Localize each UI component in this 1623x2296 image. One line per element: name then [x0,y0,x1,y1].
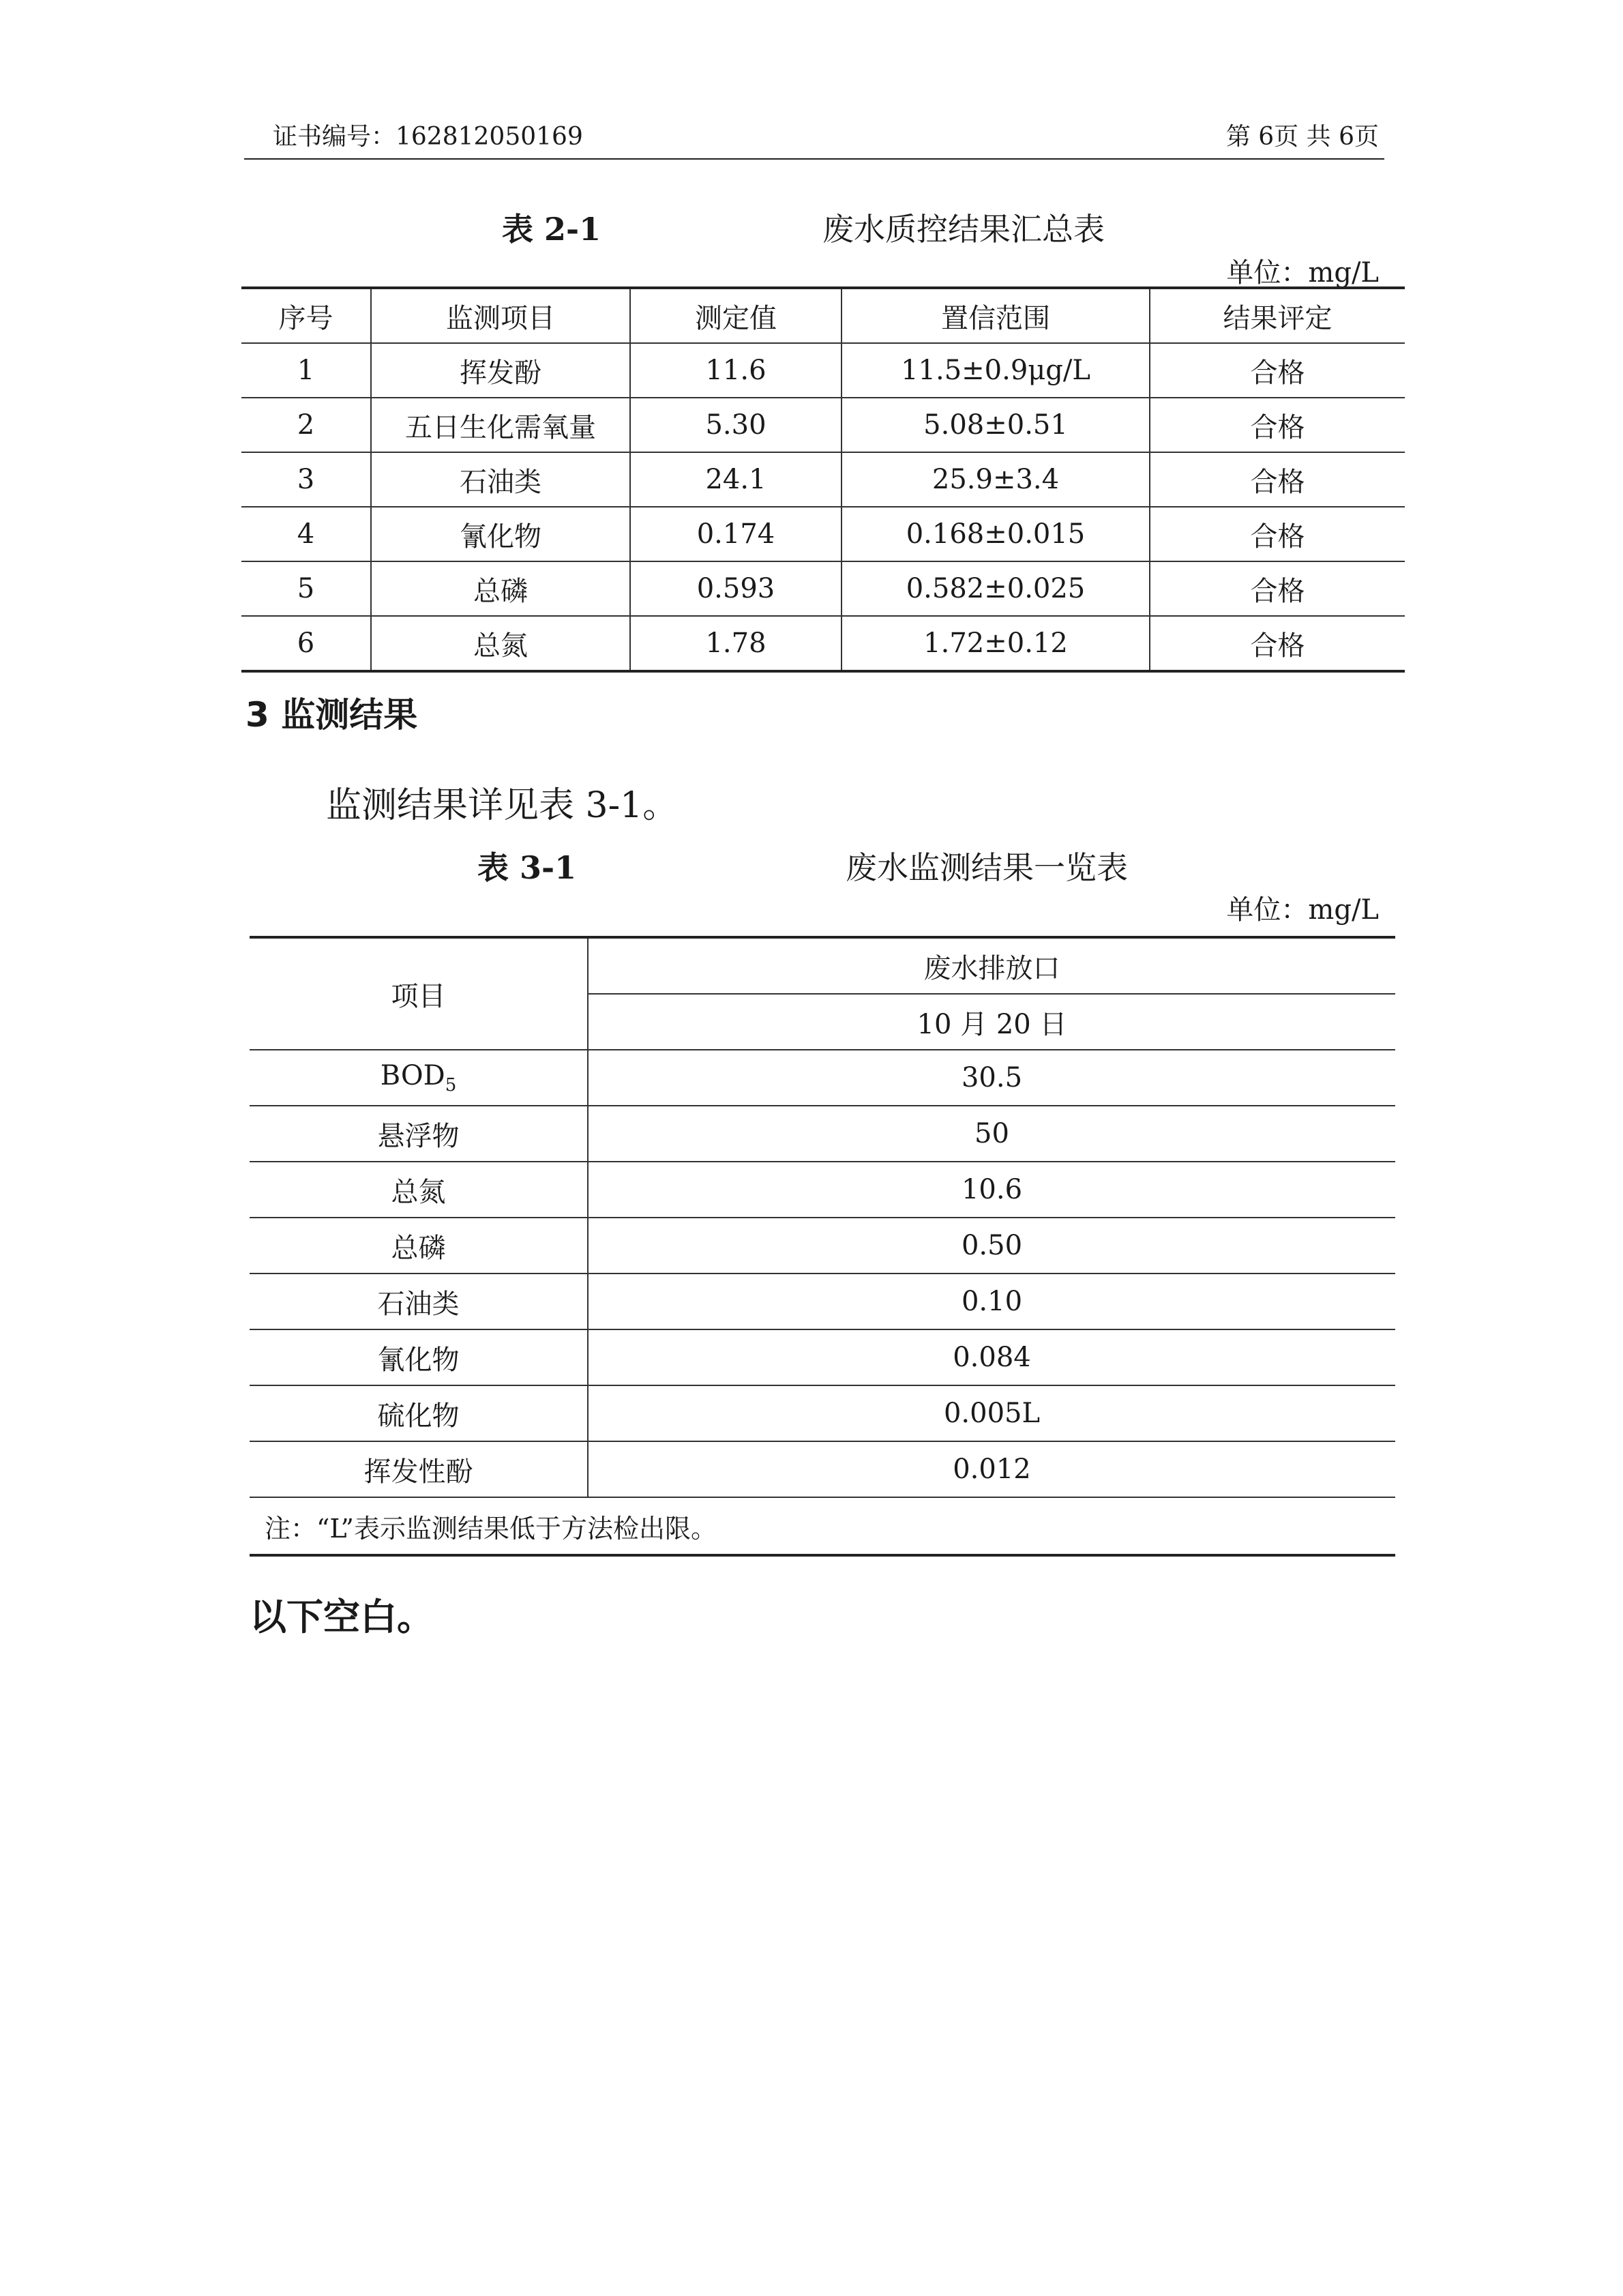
cell-measured: 5.30 [630,398,842,452]
cell-value: 10.6 [588,1162,1395,1218]
table-row [241,398,1405,452]
header-cell: 测定值 [630,288,842,343]
cell-measured: 24.1 [630,452,842,507]
cell-value: 0.084 [588,1329,1395,1385]
cell-result: 合格 [1150,561,1405,616]
cell-measured: 11.6 [630,343,842,398]
cell-range: 0.582±0.025 [842,561,1150,616]
cell-value: 0.012 [588,1441,1395,1497]
cell-item: 石油类 [371,452,630,507]
table-row [250,1106,1395,1162]
cell-item: 总氮 [371,616,630,671]
table-header-row [241,288,1405,343]
cell-result: 合格 [1150,398,1405,452]
table2-number: 表 3-1 [477,849,577,886]
table-row [241,343,1405,398]
cell-range: 1.72±0.12 [842,616,1150,671]
table-row [241,561,1405,616]
table-row [250,1162,1395,1218]
table-header-row [250,937,1395,994]
cell-item: 总磷 [250,1218,588,1274]
cell-result: 合格 [1150,616,1405,671]
header-cell: 监测项目 [371,288,630,343]
cell-index: 1 [241,343,371,398]
cell-result: 合格 [1150,507,1405,561]
table2-unit: 单位：mg/L [1226,894,1379,926]
cell-item: 总氮 [250,1162,588,1218]
item-header: 项目 [391,980,446,1012]
end-of-report-text: 以下空白。 [250,1595,434,1638]
cell-value: 0.005L [588,1385,1395,1441]
monitoring-results-table [250,936,1395,1557]
cell-item: 氰化物 [371,507,630,561]
table1-unit: 单位：mg/L [1226,257,1379,289]
section-title: 3 监测结果 [245,695,418,735]
cell-item: 硫化物 [250,1385,588,1441]
header-cell: 结果评定 [1150,288,1405,343]
table2-title: 废水监测结果一览表 [846,849,1128,886]
cell-value: 30.5 [588,1050,1395,1106]
cell-item: 挥发酚 [371,343,630,398]
table-row [250,1385,1395,1441]
header-cell: 置信范围 [842,288,1150,343]
cell-result: 合格 [1150,452,1405,507]
cell-measured: 0.593 [630,561,842,616]
table-note: 注：“L”表示监测结果低于方法检出限。 [250,1497,1395,1555]
cell-range: 0.168±0.015 [842,507,1150,561]
cell-value: 0.10 [588,1274,1395,1329]
cell-item: 石油类 [250,1274,588,1329]
cell-item: 氰化物 [250,1329,588,1385]
certificate-number: 证书编号：162812050169 [273,123,583,151]
header-divider [244,158,1384,160]
table1-title: 废水质控结果汇总表 [822,211,1105,248]
cell-index: 2 [241,398,371,452]
section-body: 监测结果详见表 3-1。 [326,785,679,826]
table-row [241,452,1405,507]
cell-measured: 0.174 [630,507,842,561]
site-header: 废水排放口 [588,937,1395,994]
page-number: 第 6页 共 6页 [1225,123,1379,151]
table1-number: 表 2-1 [502,211,601,248]
table-row [250,1329,1395,1385]
cell-item: 挥发性酚 [250,1441,588,1497]
cell-value: 0.50 [588,1218,1395,1274]
cell-result: 合格 [1150,343,1405,398]
cell-item: 总磷 [371,561,630,616]
table-row [241,616,1405,671]
cell-index: 6 [241,616,371,671]
cell-measured: 1.78 [630,616,842,671]
table-row [250,1050,1395,1106]
table-row [250,1218,1395,1274]
table-note-row [250,1497,1395,1555]
table-row [250,1274,1395,1329]
cell-value: 50 [588,1106,1395,1162]
qc-summary-table [241,286,1405,673]
cell-item: $BOD_5$ [250,1050,588,1106]
table-row [241,507,1405,561]
cell-item: 五日生化需氧量 [371,398,630,452]
cell-range: 5.08±0.51 [842,398,1150,452]
cell-index: 4 [241,507,371,561]
date-header: 10 月 20 日 [588,994,1395,1050]
cell-range: 25.9±3.4 [842,452,1150,507]
cell-item: 悬浮物 [250,1106,588,1162]
header-cell: 序号 [278,302,333,334]
cell-range: 11.5±0.9μg/L [842,343,1150,398]
cell-index: 3 [241,452,371,507]
cell-index: 5 [241,561,371,616]
table-row [250,1441,1395,1497]
